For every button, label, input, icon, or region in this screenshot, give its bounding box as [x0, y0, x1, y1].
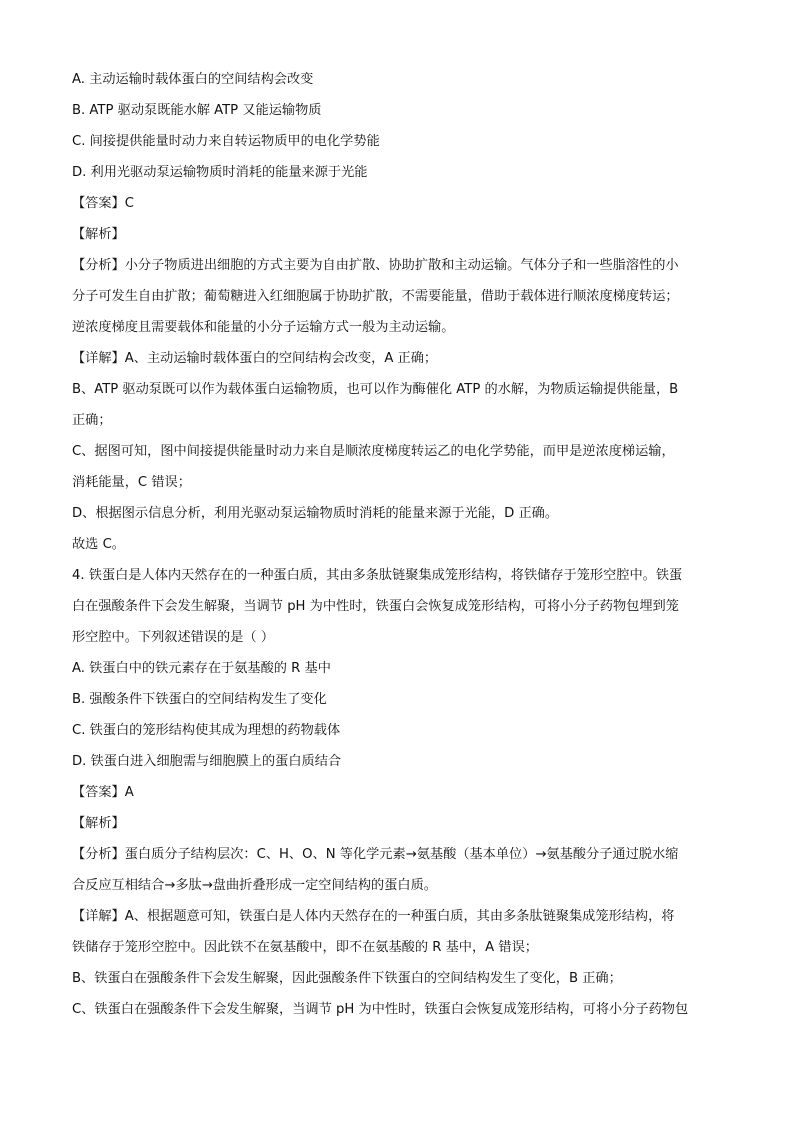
detail-text-line: 消耗能量，C 错误； — [72, 475, 191, 490]
conclusion-line: 故选 C。 — [72, 537, 125, 552]
analysis-text-line: 合反应互相结合→多肽→盘曲折叠形成一定空间结构的蛋白质。 — [72, 878, 437, 893]
question-4-stem: 形空腔中。下列叙述错误的是（ ） — [72, 630, 275, 645]
detail-text-line: D、根据图示信息分析，利用光驱动泵运输物质时消耗的能量来源于光能，D 正确。 — [72, 506, 559, 521]
option-c: C. 铁蛋白的笼形结构使其成为理想的药物载体 — [72, 723, 341, 738]
document-page — [72, 64, 722, 1025]
analysis-text-line: 分子可发生自由扩散；葡萄糖进入红细胞属于协助扩散，不需要能量，借助于载体进行顺浓度梯度转运； — [72, 289, 679, 304]
option-c: C. 间接提供能量时动力来自转运物质甲的电化学势能 — [72, 134, 380, 149]
detail-text-line: 铁储存于笼形空腔中。因此铁不在氨基酸中，即不在氨基酸的 R 基中，A 错误； — [72, 940, 538, 955]
detail-text-line: C、据图可知，图中间接提供能量时动力来自是顺浓度梯度转运乙的电化学势能，而甲是逆浓度梯运输， — [72, 444, 675, 459]
question-4-stem: 4. 铁蛋白是人体内天然存在的一种蛋白质，其由多条肽链聚集成笼形结构，将铁储存于笼形空腔中。铁蛋 — [72, 568, 683, 583]
option-a: A. 主动运输时载体蛋白的空间结构会改变 — [72, 72, 314, 87]
analysis-text-line: 【分析】蛋白质分子结构层次：C、H、O、N 等化学元素→氨基酸（基本单位）→氨基酸分子通过脱水缩 — [72, 847, 679, 862]
option-d: D. 铁蛋白进入细胞需与细胞膜上的蛋白质结合 — [72, 754, 342, 769]
detail-text-line: 正确； — [72, 413, 112, 428]
answer-label: 【答案】A — [72, 785, 134, 800]
question-4-stem: 白在强酸条件下会发生解聚，当调节 pH 为中性时，铁蛋白会恢复成笼形结构，可将小分子药物包埋到笼 — [72, 599, 679, 614]
detail-text-line: C、铁蛋白在强酸条件下会发生解聚，当调节 pH 为中性时，铁蛋白会恢复成笼形结构，可将小分子药物包 — [72, 1002, 689, 1017]
detail-text-line: 【详解】A、根据题意可知，铁蛋白是人体内天然存在的一种蛋白质，其由多条肽链聚集成笼形结构，将 — [72, 909, 675, 924]
answer-label: 【答案】C — [72, 196, 134, 211]
detail-text-line: B、铁蛋白在强酸条件下会发生解聚，因此强酸条件下铁蛋白的空间结构发生了变化，B 正确； — [72, 971, 622, 986]
analysis-text-line: 【分析】小分子物质进出细胞的方式主要为自由扩散、协助扩散和主动运输。气体分子和一些脂溶性的小 — [72, 258, 679, 273]
analysis-text-line: 逆浓度梯度且需要载体和能量的小分子运输方式一般为主动运输。 — [72, 320, 455, 335]
option-b: B. 强酸条件下铁蛋白的空间结构发生了变化 — [72, 692, 327, 707]
option-a: A. 铁蛋白中的铁元素存在于氨基酸的 R 基中 — [72, 661, 331, 676]
detail-text-line: 【详解】A、主动运输时载体蛋白的空间结构会改变，A 正确； — [72, 351, 438, 366]
option-d: D. 利用光驱动泵运输物质时消耗的能量来源于光能 — [72, 165, 368, 180]
detail-text-line: B、ATP 驱动泵既可以作为载体蛋白运输物质，也可以作为酶催化 ATP 的水解，为物质运输提供能量，B — [72, 382, 679, 397]
analysis-label: 【解析】 — [72, 227, 125, 242]
analysis-label: 【解析】 — [72, 816, 125, 831]
option-b: B. ATP 驱动泵既能水解 ATP 又能运输物质 — [72, 103, 322, 118]
